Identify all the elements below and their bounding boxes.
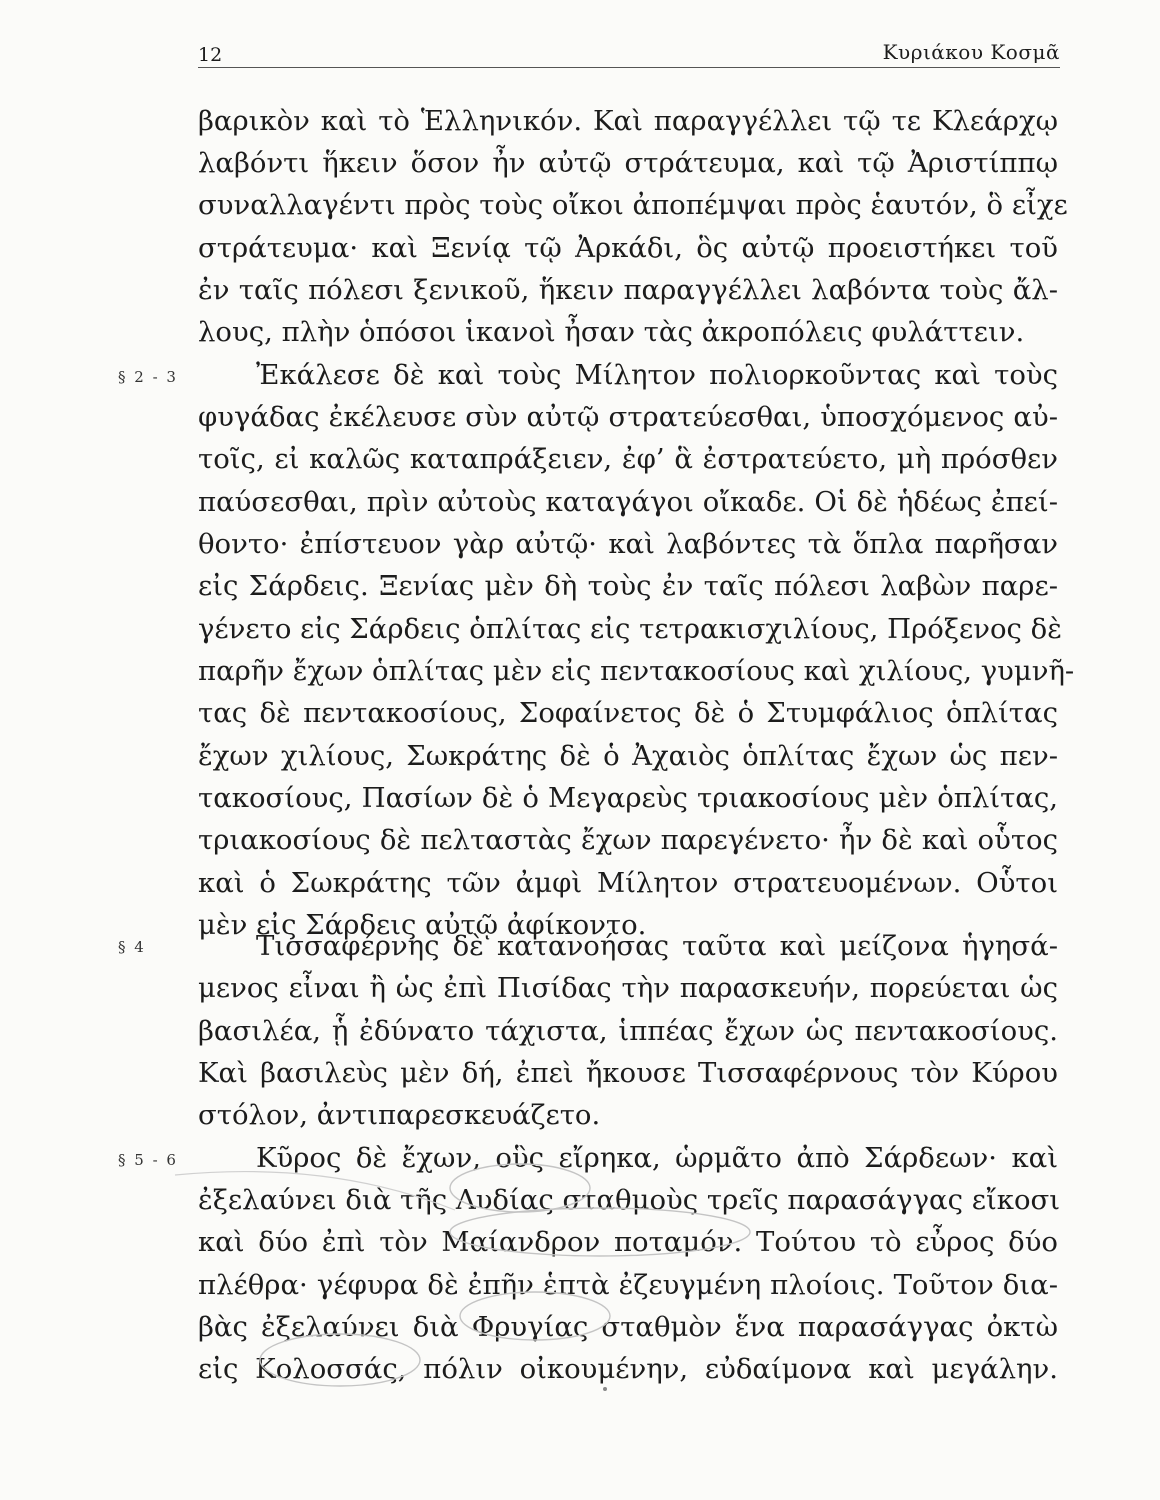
text-line: παύσεσθαι, πρὶν αὐτοὺς καταγάγοι οἴκαδε. Οἱ δὲ ἡδέως ἐπεί- bbox=[198, 486, 1058, 518]
text-line: Κῦρος δὲ ἔχων, οὓς εἴρηκα, ὡρμᾶτο ἀπὸ Σάρδεων· καὶ bbox=[256, 1142, 1058, 1174]
pencil-circle-phrygia bbox=[460, 1292, 610, 1340]
text-line: θοντο· ἐπίστευον γὰρ αὐτῷ· καὶ λαβόντες τὰ ὅπλα παρῆσαν bbox=[198, 528, 1058, 560]
pencil-circle-maiandros bbox=[450, 1208, 750, 1256]
text-line: βὰς ἐξελαύνει διὰ Φρυγίας σταθμὸν ἕνα παρασάγγας ὀκτὼ bbox=[198, 1311, 1058, 1343]
text-line: τακοσίους, Πασίων δὲ ὁ Μεγαρεὺς τριακοσίους μὲν ὁπλίτας, bbox=[198, 782, 1058, 814]
pencil-circle-lydia bbox=[450, 1164, 590, 1212]
text-line: καὶ ὁ Σωκράτης τῶν ἀμφὶ Μίλητον στρατευομένων. Οὗτοι bbox=[198, 867, 1058, 899]
text-line: πλέθρα· γέφυρα δὲ ἐπῆν ἑπτὰ ἐζευγμένη πλοίοις. Τοῦτον δια- bbox=[198, 1269, 1058, 1301]
text-line: Καὶ βασιλεὺς μὲν δή, ἐπεὶ ἤκουσε Τισσαφέρνους τὸν Κύρου bbox=[198, 1057, 1058, 1089]
ink-dot bbox=[603, 1387, 607, 1391]
text-line: στόλον, ἀντιπαρεσκευάζετο. bbox=[198, 1099, 601, 1131]
text-line: βασιλέα, ᾗ ἐδύνατο τάχιστα, ἱππέας ἔχων ὡς πεντακοσίους. bbox=[198, 1015, 1058, 1047]
text-line: Ἐκάλεσε δὲ καὶ τοὺς Μίλητον πολιορκοῦντας καὶ τοὺς bbox=[256, 359, 1058, 391]
text-line: εἰς Κολοσσάς, πόλιν οἰκουμένην, εὐδαίμονα καὶ μεγάλην. bbox=[198, 1353, 1058, 1385]
text-line: μενος εἶναι ἢ ὡς ἐπὶ Πισίδας τὴν παρασκευήν, πορεύεται ὡς bbox=[198, 972, 1058, 1004]
text-line: λαβόντι ἥκειν ὅσον ἦν αὐτῷ στράτευμα, καὶ τῷ Ἀριστίππῳ bbox=[198, 147, 1058, 179]
margin-note-section-5-6: § 5 - 6 bbox=[118, 1151, 178, 1169]
text-line: μὲν εἰς Σάρδεις αὐτῷ ἀφίκοντο. bbox=[198, 909, 647, 941]
text-line: τας δὲ πεντακοσίους, Σοφαίνετος δὲ ὁ Στυμφάλιος ὁπλίτας bbox=[198, 697, 1058, 729]
text-line: εἰς Σάρδεις. Ξενίας μὲν δὴ τοὺς ἐν ταῖς πόλεσι λαβὼν παρε- bbox=[198, 570, 1058, 602]
text-line: ἐξελαύνει διὰ τῆς Λυδίας σταθμοὺς τρεῖς παρασάγγας εἴκοσι bbox=[198, 1184, 1061, 1216]
text-line: παρῆν ἔχων ὁπλίτας μὲν εἰς πεντακοσίους καὶ χιλίους, γυμνῆ- bbox=[198, 655, 1075, 687]
text-line: συναλλαγέντι πρὸς τοὺς οἴκοι ἀποπέμψαι πρὸς ἑαυτόν, ὃ εἶχε bbox=[198, 189, 1068, 221]
text-line: τριακοσίους δὲ πελταστὰς ἔχων παρεγένετο· ἦν δὲ καὶ οὗτος bbox=[198, 824, 1058, 856]
text-line: γένετο εἰς Σάρδεις ὁπλίτας εἰς τετρακισχιλίους, Πρόξενος δὲ bbox=[198, 613, 1062, 645]
page-number: 12 bbox=[198, 44, 223, 66]
text-line: φυγάδας ἐκέλευσε σὺν αὐτῷ στρατεύεσθαι, ὑποσχόμενος αὐ- bbox=[198, 401, 1058, 433]
pencil-circle-kolossai bbox=[260, 1334, 420, 1386]
pencil-stroke bbox=[175, 1172, 455, 1210]
text-line: ἐν ταῖς πόλεσι ξενικοῦ, ἥκειν παραγγέλλει λαβόντα τοὺς ἄλ- bbox=[198, 274, 1058, 306]
text-line: βαρικὸν καὶ τὸ Ἑλληνικόν. Καὶ παραγγέλλει τῷ τε Κλεάρχῳ bbox=[198, 105, 1058, 137]
text-line: Τισσαφέρνης δὲ κατανοήσας ταῦτα καὶ μείζονα ἡγησά- bbox=[256, 930, 1058, 962]
running-title: Κυριάκου Κοσμᾶ bbox=[882, 40, 1060, 64]
text-line: ἔχων χιλίους, Σωκράτης δὲ ὁ Ἀχαιὸς ὁπλίτας ἔχων ὡς πεν- bbox=[198, 740, 1058, 772]
margin-note-section-2-3: § 2 - 3 bbox=[118, 368, 178, 386]
margin-note-section-4: § 4 bbox=[118, 938, 146, 956]
text-line: καὶ δύο ἐπὶ τὸν Μαίανδρον ποταμόν. Τούτου τὸ εὖρος δύο bbox=[198, 1226, 1058, 1258]
text-line: τοῖς, εἰ καλῶς καταπράξειεν, ἐφ’ ἃ ἐστρατεύετο, μὴ πρόσθεν bbox=[198, 443, 1058, 475]
text-line: στράτευμα· καὶ Ξενίᾳ τῷ Ἀρκάδι, ὃς αὐτῷ προειστήκει τοῦ bbox=[198, 232, 1058, 264]
text-line: λους, πλὴν ὁπόσοι ἱκανοὶ ἦσαν τὰς ἀκροπόλεις φυλάττειν. bbox=[198, 316, 1025, 348]
